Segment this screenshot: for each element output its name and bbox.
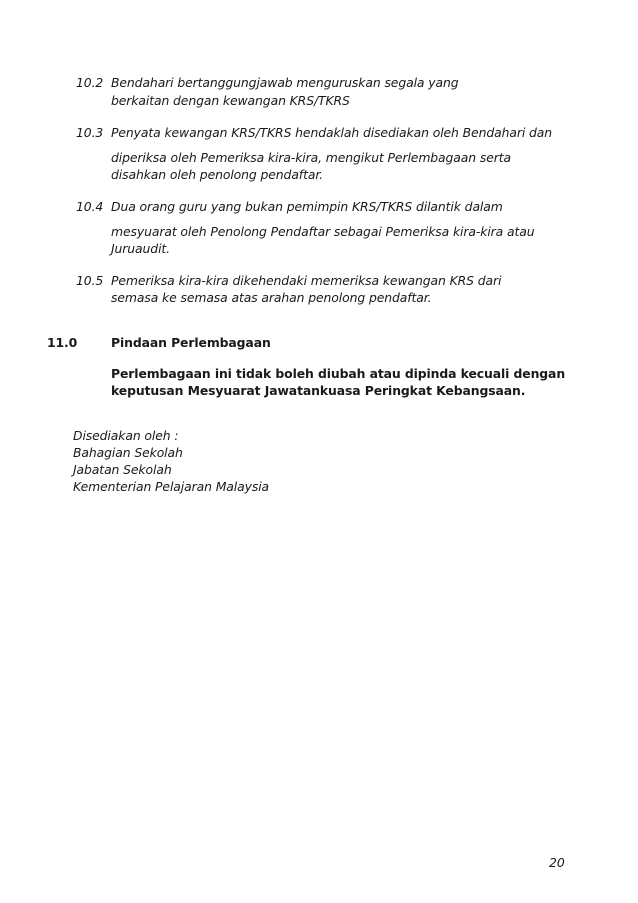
clause-text-line: Dua orang guru yang bukan pemimpin KRS/TKRS dilantik dalam <box>111 199 503 214</box>
prepared-by-line: Kementerian Pelajaran Malaysia <box>73 479 270 494</box>
section-title: Pindaan Perlembagaan <box>111 335 271 350</box>
clause-number: 10.4 <box>76 199 104 214</box>
clause-number: 10.5 <box>76 273 104 288</box>
clause-text-line: berkaitan dengan kewangan KRS/TKRS <box>111 93 350 108</box>
clause-text-line: semasa ke semasa atas arahan penolong pendaftar. <box>111 290 432 305</box>
clause-text-line: Penyata kewangan KRS/TKRS hendaklah disediakan oleh Bendahari dan <box>111 125 553 140</box>
section-number: 11.0 <box>47 335 78 350</box>
clause-text-line: Juruaudit. <box>111 241 171 256</box>
page-number: 20 <box>549 855 565 870</box>
clause-text-line: Bendahari bertanggungjawab menguruskan segala yang <box>111 75 459 90</box>
prepared-by-line: Jabatan Sekolah <box>73 462 172 477</box>
clause-number: 10.3 <box>76 125 104 140</box>
clause-text-line: disahkan oleh penolong pendaftar. <box>111 167 324 182</box>
clause-text-line: diperiksa oleh Pemeriksa kira-kira, mengikut Perlembagaan serta <box>111 150 512 165</box>
clause-text-line: mesyuarat oleh Penolong Pendaftar sebagai Pemeriksa kira-kira atau <box>111 224 535 239</box>
clause-number: 10.2 <box>76 75 104 90</box>
clause-text-line: Pemeriksa kira-kira dikehendaki memeriksa kewangan KRS dari <box>111 273 502 288</box>
prepared-by-label: Disediakan oleh : <box>73 428 179 443</box>
section-body-line: Perlembagaan ini tidak boleh diubah atau dipinda kecuali dengan <box>111 366 566 381</box>
section-body-line: keputusan Mesyuarat Jawatankuasa Peringkat Kebangsaan. <box>111 383 526 398</box>
prepared-by-line: Bahagian Sekolah <box>73 445 183 460</box>
